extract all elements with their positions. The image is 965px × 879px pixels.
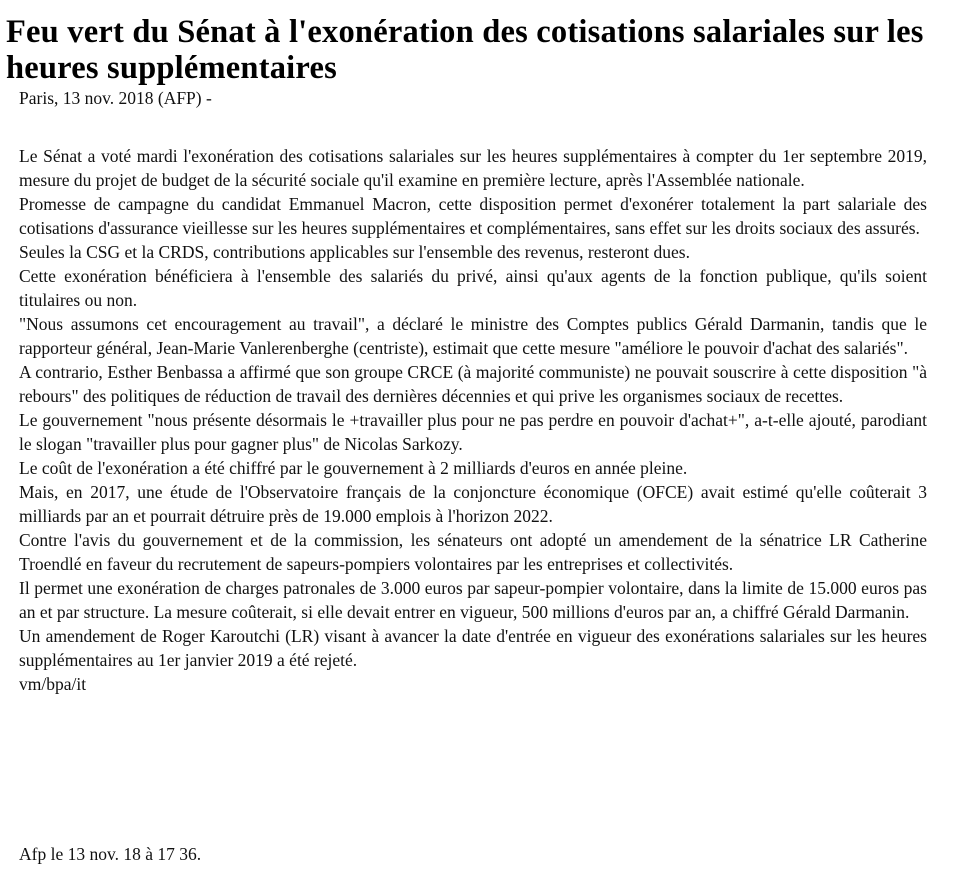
dateline: Paris, 13 nov. 2018 (AFP) - xyxy=(19,88,212,108)
paragraph: Le gouvernement "nous présente désormais le +travailler plus pour ne pas perdre en pouvoir d'achat+", a-t-elle ajouté, parodiant le slogan "travailler plus pour gagner plus" de Nicolas Sarkozy. xyxy=(19,410,927,454)
paragraph: Seules la CSG et la CRDS, contributions applicables sur l'ensemble des revenus, resteront dues. xyxy=(19,242,690,262)
article-body xyxy=(19,144,927,696)
headline: Feu vert du Sénat à l'exonération des cotisations salariales sur les heures supplémentaires xyxy=(6,14,924,86)
paragraph: Promesse de campagne du candidat Emmanuel Macron, cette disposition permet d'exonérer totalement la part salariale des cotisations d'assurance vieillesse sur les heures supplémentaires et complémentaires, sans effet sur les droits sociaux des assurés. xyxy=(19,194,927,238)
paragraph: Cette exonération bénéficiera à l'ensemble des salariés du privé, ainsi qu'aux agents de la fonction publique, qu'ils soient titulaires ou non. xyxy=(19,266,927,310)
paragraph: Mais, en 2017, une étude de l'Observatoire français de la conjoncture économique (OFCE) avait estimé qu'elle coûterait 3 milliards par an et pourrait détruire près de 19.000 emplois à l'horizon 2022. xyxy=(19,482,927,526)
paragraph: Le coût de l'exonération a été chiffré par le gouvernement à 2 milliards d'euros en année pleine. xyxy=(19,458,688,478)
paragraph: "Nous assumons cet encouragement au travail", a déclaré le ministre des Comptes publics Gérald Darmanin, tandis que le rapporteur général, Jean-Marie Vanlerenberghe (centriste), estimait que cette mesure "améliore le pouvoir d'achat des salariés". xyxy=(19,314,927,358)
article xyxy=(0,0,965,110)
paragraph: Il permet une exonération de charges patronales de 3.000 euros par sapeur-pompier volontaire, dans la limite de 15.000 euros pas an et par structure. La mesure coûterait, si elle devait entrer en vigueur, 500 millions d'euros par an, a chiffré Gérald Darmanin. xyxy=(19,578,927,622)
paragraph: Contre l'avis du gouvernement et de la commission, les sénateurs ont adopté un amendement de la sénatrice LR Catherine Troendlé en faveur du recrutement de sapeurs-pompiers volontaires par les entreprises et collectivités. xyxy=(19,530,927,574)
footer-timestamp: Afp le 13 nov. 18 à 17 36. xyxy=(19,844,202,864)
paragraph: Un amendement de Roger Karoutchi (LR) visant à avancer la date d'entrée en vigueur des exonérations salariales sur les heures supplémentaires au 1er janvier 2019 a été rejeté. xyxy=(19,626,927,670)
paragraph: A contrario, Esther Benbassa a affirmé que son groupe CRCE (à majorité communiste) ne pouvait souscrire à cette disposition "à rebours" des politiques de réduction de travail des dernières décennies et qui prive les organismes sociaux de recettes. xyxy=(19,362,927,406)
paragraph: Le Sénat a voté mardi l'exonération des cotisations salariales sur les heures supplémentaires à compter du 1er septembre 2019, mesure du projet de budget de la sécurité sociale qu'il examine en première lecture, après l'Assemblée nationale. xyxy=(19,146,927,190)
author-signature: vm/bpa/it xyxy=(19,674,87,694)
